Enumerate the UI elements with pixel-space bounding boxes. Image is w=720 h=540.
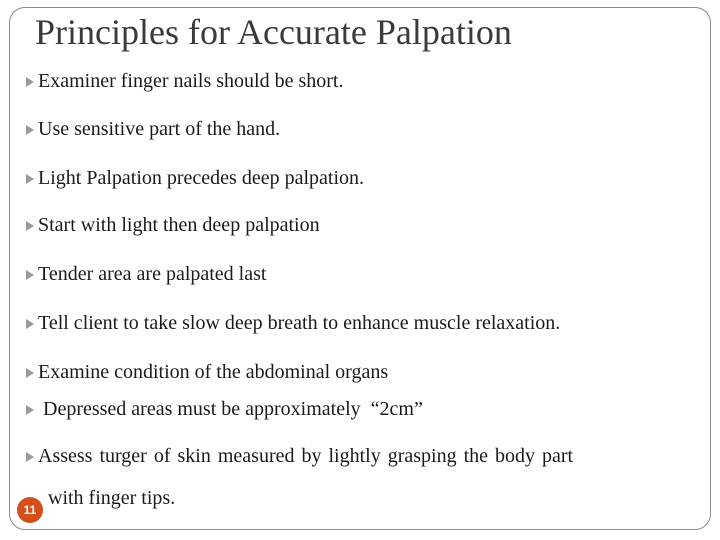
bullet-item (26, 259, 266, 289)
bullet-item (26, 441, 573, 471)
arrow-bullet-icon (26, 77, 34, 87)
bullet-continuation: with finger tips. (48, 486, 176, 509)
arrow-bullet-icon (26, 125, 34, 135)
page-number-badge: 11 (17, 497, 43, 523)
bullet-text: Tender area are palpated last (38, 262, 267, 285)
arrow-bullet-icon (26, 452, 34, 462)
arrow-bullet-icon (26, 405, 34, 415)
bullet-text: Tell client to take slow deep breath to enhance muscle relaxation. (38, 311, 561, 334)
bullet-item (26, 394, 423, 424)
bullet-item (26, 163, 364, 193)
bullet-item (26, 114, 280, 144)
bullet-item (26, 308, 560, 338)
arrow-bullet-icon (26, 270, 34, 280)
slide-title: Principles for Accurate Palpation (35, 12, 512, 52)
arrow-bullet-icon (26, 368, 34, 378)
bullet-text: Assess turger of skin measured by lightly grasping the body part (38, 444, 574, 467)
bullet-text: Examiner finger nails should be short. (38, 69, 344, 92)
bullet-item (26, 357, 388, 387)
bullet-text: Use sensitive part of the hand. (38, 117, 281, 140)
arrow-bullet-icon (26, 174, 34, 184)
bullet-item (26, 210, 320, 240)
bullet-item (26, 66, 344, 96)
arrow-bullet-icon (26, 319, 34, 329)
bullet-text: Light Palpation precedes deep palpation. (38, 166, 365, 189)
bullet-text: Start with light then deep palpation (38, 213, 320, 236)
bullet-text: Depressed areas must be approximately “2cm” (38, 397, 423, 420)
arrow-bullet-icon (26, 221, 34, 231)
bullet-text: Examine condition of the abdominal organs (38, 360, 389, 383)
